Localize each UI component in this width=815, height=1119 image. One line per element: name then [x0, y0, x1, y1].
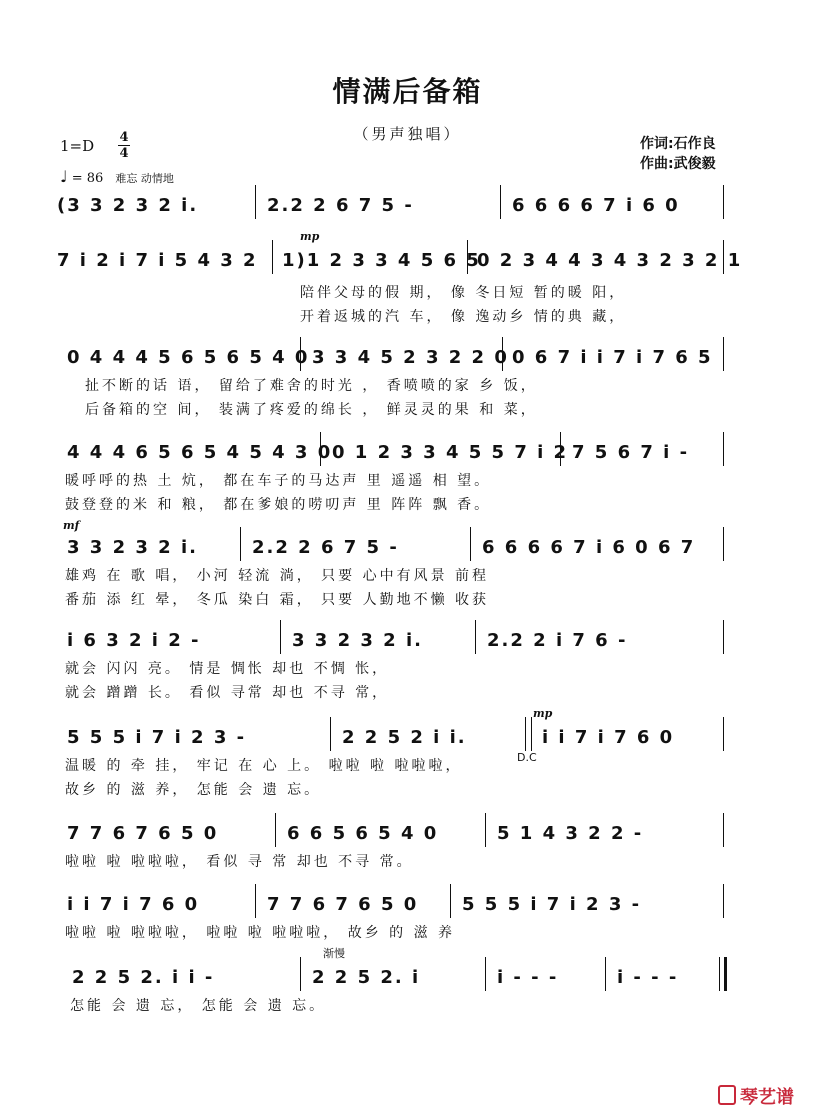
measure: 2 2 5 2. i i -	[72, 967, 215, 988]
logo-icon	[718, 1085, 736, 1105]
note-line	[55, 630, 735, 656]
measure: 5 5 5 i 7 i 2 3 -	[67, 727, 247, 748]
note-line	[55, 195, 735, 221]
lyric-line-1: 温暖 的 牵 挂， 牢记 在 心 上。 啦啦 啦 啦啦啦，	[65, 758, 463, 774]
measure: 6 6 6 6 7 i 6 0 6 7	[482, 537, 696, 558]
time-signature	[118, 131, 130, 160]
measure: 6 6 6 6 7 i 6 0	[512, 195, 680, 216]
lyric-line-1: 就会 闪闪 亮。 情是 惆怅 却也 不惆 怅，	[65, 661, 390, 677]
note-line	[55, 442, 735, 468]
measure: 6 6 5 6 5 4 0	[287, 823, 439, 844]
measure: 2.2 2 6 7 5 -	[252, 537, 399, 558]
measure: i - - -	[497, 967, 559, 988]
measure: 0 2 3 4 4 3 4 3 2 3 2 1	[477, 250, 743, 271]
measure: 7 7 6 7 6 5 0	[267, 894, 419, 915]
note-line	[55, 250, 743, 276]
measure: 7 i 2 i 7 i 5 4 3 2	[57, 250, 258, 271]
quarter-note-icon: ♩	[60, 167, 68, 186]
measure: 0 1 2 3 3 4 5 5 7 i 2	[332, 442, 569, 463]
measure: 5 5 5 i 7 i 2 3 -	[462, 894, 642, 915]
measure: 0 6 7 i i 7 i 7 6 5	[512, 347, 713, 368]
lyric-line-1: 扯不断的话 语， 留给了难舍的时光 ， 香喷喷的家 乡 饭，	[85, 378, 538, 394]
measure: 7 5 6 7 i -	[572, 442, 690, 463]
measure: 0 4 4 4 5 6 5 6 5 4 0	[67, 347, 310, 368]
note-line	[55, 894, 735, 920]
meter-top: 4	[119, 130, 129, 145]
lyric-line-1: 怎能 会 遗 忘， 怎能 会 遗 忘。	[70, 998, 327, 1014]
meter-bottom: 4	[119, 146, 129, 161]
measure: 3 3 2 3 2 i.	[67, 537, 198, 558]
lyric-line-1: 暖呼呼的热 土 炕， 都在车子的马达声 里 遥遥 相 望。	[65, 473, 492, 489]
measure: 2 2 5 2 i i.	[342, 727, 467, 748]
measure: 1)1 2 3 3 4 5 6 5	[282, 250, 481, 271]
measure: 5 1 4 3 2 2 -	[497, 823, 644, 844]
measure: (3 3 2 3 2 i.	[57, 195, 199, 216]
lyric-line-2: 番茄 添 红 晕， 冬瓜 染白 霜， 只要 人勤地不懒 收获	[65, 592, 490, 608]
measure: i i 7 i 7 6 0	[67, 894, 200, 915]
ritardando-mark: 渐慢	[323, 947, 345, 960]
measure: i i 7 i 7 6 0	[542, 727, 675, 748]
dynamic-mark: mf	[63, 519, 80, 532]
dynamic-mark: mp	[533, 707, 553, 720]
measure: 7 7 6 7 6 5 0	[67, 823, 219, 844]
dynamic-mark: mp	[300, 230, 320, 243]
lyric-line-1: 雄鸡 在 歌 唱， 小河 轻流 淌， 只要 心中有风景 前程	[65, 568, 490, 584]
tempo-value: = 86	[71, 171, 104, 186]
lyric-line-1: 啦啦 啦 啦啦啦， 啦啦 啦 啦啦啦， 故乡 的 滋 养	[65, 925, 456, 941]
lyric-line-2: 鼓登登的米 和 粮， 都在爹娘的唠叨声 里 阵阵 飘 香。	[65, 497, 492, 513]
watermark	[718, 1083, 794, 1109]
lyric-line-2: 就会 蹭蹭 长。 看似 寻常 却也 不寻 常，	[65, 685, 390, 701]
measure: 2.2 2 i 7 6 -	[487, 630, 628, 651]
song-title: 情满后备箱	[332, 75, 483, 108]
tempo-marking	[60, 167, 174, 186]
lyric-line-2: 后备箱的空 间， 装满了疼爱的绵长 ， 鲜灵灵的果 和 菜，	[85, 402, 538, 418]
lyric-line-1: 陪伴父母的假 期， 像 冬日短 暂的暖 阳，	[300, 285, 627, 301]
song-subtitle: （男声独唱）	[353, 125, 462, 143]
lyric-line-2: 故乡 的 滋 养， 怎能 会 遗 忘。	[65, 782, 322, 798]
lyric-line-2: 开着返城的汽 车， 像 逸动乡 情的典 藏，	[300, 309, 627, 325]
note-line	[55, 537, 735, 563]
note-line	[55, 967, 735, 993]
watermark-text: 琴艺谱	[740, 1087, 794, 1108]
measure: 4 4 4 6 5 6 5 4 5 4 3 0	[67, 442, 333, 463]
lyricist-credit: 作词:石作良	[640, 136, 716, 152]
measure: 2.2 2 6 7 5 -	[267, 195, 414, 216]
key-signature: 1=D	[60, 137, 95, 155]
lyric-line-1: 啦啦 啦 啦啦啦， 看似 寻 常 却也 不寻 常。	[65, 854, 414, 870]
measure: 3 3 4 5 2 3 2 2 0	[312, 347, 509, 368]
measure: i - - -	[617, 967, 679, 988]
expression-text: 难忘 动情地	[115, 172, 174, 185]
note-line	[55, 823, 735, 849]
da-capo-mark: D.C	[517, 751, 537, 764]
measure: i 6 3 2 i 2 -	[67, 630, 201, 651]
note-line	[55, 347, 735, 373]
composer-credit: 作曲:武俊毅	[640, 156, 716, 172]
note-line	[55, 727, 735, 753]
measure: 2 2 5 2. i	[312, 967, 421, 988]
measure: 3 3 2 3 2 i.	[292, 630, 423, 651]
